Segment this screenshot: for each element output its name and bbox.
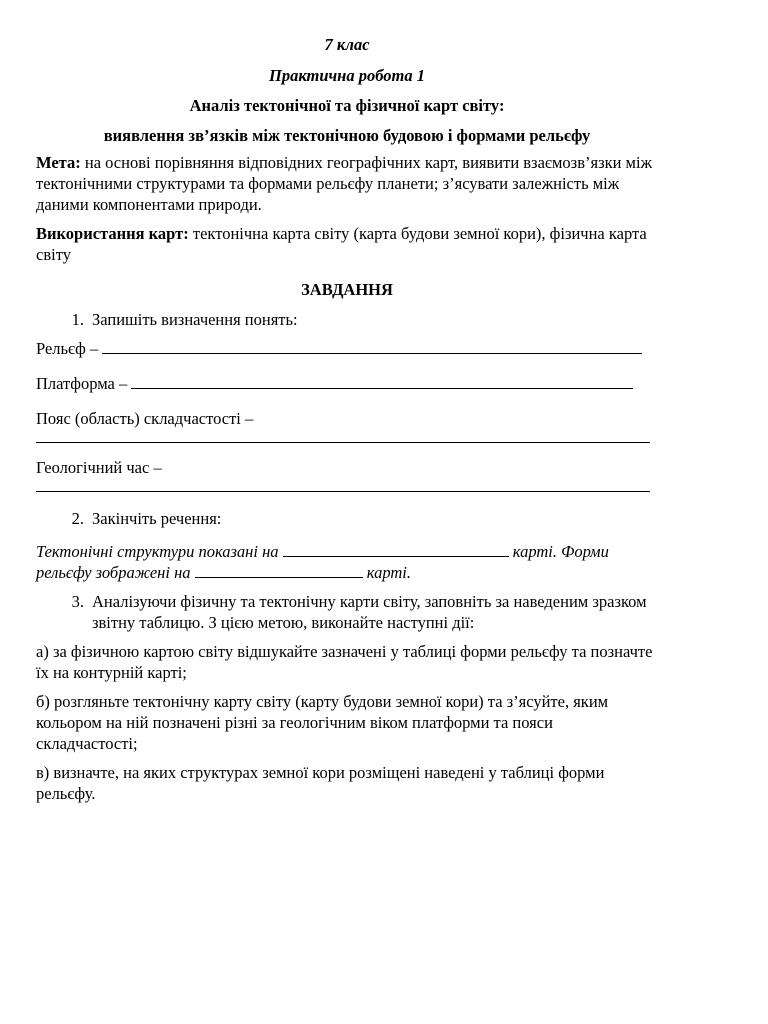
task-3 bbox=[36, 591, 658, 633]
term-fold-belt: Пояс (область) складчастості – bbox=[36, 409, 254, 428]
definition-relief bbox=[36, 338, 658, 359]
platform-answer-line[interactable] bbox=[131, 373, 633, 389]
definition-platform bbox=[36, 373, 658, 394]
task-1-number: 1. bbox=[71, 310, 84, 329]
grade-label: 7 клас bbox=[324, 35, 370, 54]
task-2-sentence bbox=[36, 541, 658, 583]
topic-title-line-1: Аналіз тектонічної та фізичної карт світу: bbox=[189, 96, 505, 115]
task-2-number: 2. bbox=[71, 509, 84, 528]
tectonic-map-answer-line[interactable] bbox=[283, 541, 509, 557]
task-3-step-c: в) визначте, на яких структурах земної кори розміщені наведені у таблиці форми рельєфу. bbox=[36, 763, 605, 803]
task-3-step-b: б) розгляньте тектонічну карту світу (карту будови земної кори) та з’ясуйте, яким кольором на ній позначені різні за геологічним віком платформи та пояси складчастості; bbox=[36, 692, 609, 753]
sentence-part-4: карті. bbox=[366, 563, 411, 582]
practical-work-title: Практична робота 1 bbox=[269, 66, 425, 85]
sentence-part-1: Тектонічні структури показані на bbox=[36, 542, 279, 561]
goal-label: Мета: bbox=[36, 153, 81, 172]
sentence-part-2: карті. Форми bbox=[512, 542, 609, 561]
task-3-step-a: а) за фізичною картою світу відшукайте зазначені у таблиці форми рельєфу та позначте їх на контурній карті; bbox=[36, 642, 653, 682]
maps-label: Використання карт: bbox=[36, 224, 189, 243]
task-1 bbox=[36, 309, 658, 330]
term-relief: Рельєф – bbox=[36, 339, 99, 358]
task-1-text: Запишіть визначення понять: bbox=[92, 310, 298, 329]
physical-map-answer-line[interactable] bbox=[195, 562, 363, 578]
task-3-number: 3. bbox=[71, 592, 84, 611]
geo-time-answer-line[interactable] bbox=[36, 491, 650, 492]
definition-geo-time bbox=[36, 457, 658, 478]
maps-paragraph bbox=[36, 223, 658, 265]
goal-paragraph bbox=[36, 152, 658, 215]
task-2-sentence-line-1 bbox=[36, 541, 658, 562]
tasks-heading: ЗАВДАННЯ bbox=[301, 280, 393, 299]
term-platform: Платформа – bbox=[36, 374, 128, 393]
definition-fold-belt bbox=[36, 408, 658, 429]
sentence-part-3: рельєфу зображені на bbox=[36, 563, 191, 582]
task-2 bbox=[36, 508, 658, 529]
maps-text: тектонічна карта світу (карта будови земної кори), фізична карта світу bbox=[36, 224, 647, 264]
goal-text: на основі порівняння відповідних географічних карт, виявити взаємозв’язки між тектонічними структурами та формами рельєфу планети; з’ясувати залежність між даними компонентами природи. bbox=[36, 153, 652, 214]
task-2-text: Закінчіть речення: bbox=[92, 509, 222, 528]
topic-title-line-2: виявлення зв’язків між тектонічною будовою і формами рельєфу bbox=[103, 126, 591, 145]
task-3-text: Аналізуючи фізичну та тектонічну карти світу, заповніть за наведеним зразком звітну таблицю. З цією метою, виконайте наступні дії: bbox=[92, 592, 647, 632]
fold-belt-answer-line[interactable] bbox=[36, 442, 650, 443]
term-geo-time: Геологічний час – bbox=[36, 458, 162, 477]
relief-answer-line[interactable] bbox=[102, 338, 642, 354]
task-2-sentence-line-2 bbox=[36, 562, 658, 583]
